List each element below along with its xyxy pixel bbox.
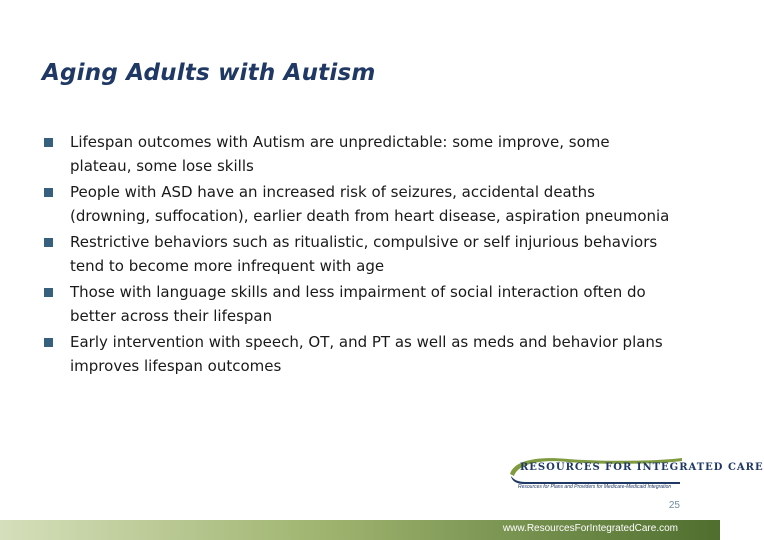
logo-tagline: Resources for Plans and Providers for Medicare-Medicaid Integration xyxy=(518,484,672,490)
bullet-item xyxy=(44,330,674,378)
bullet-list xyxy=(44,130,674,380)
bullet-text: Early intervention with speech, OT, and PT as well as meds and behavior plans improves lifespan outcomes xyxy=(70,333,663,375)
bullet-item xyxy=(44,230,674,278)
bullet-text: Lifespan outcomes with Autism are unpredictable: some improve, some plateau, some lose skills xyxy=(70,133,610,175)
resources-for-integrated-care-logo xyxy=(508,456,764,494)
bullet-item xyxy=(44,130,674,178)
bullet-text: Restrictive behaviors such as ritualistic, compulsive or self injurious behaviors tend to become more infrequent with age xyxy=(70,233,658,275)
bullet-item xyxy=(44,280,674,328)
square-bullet-icon xyxy=(44,188,53,197)
footer-bar xyxy=(0,520,720,540)
square-bullet-icon xyxy=(44,138,53,147)
page-number: 25 xyxy=(668,500,680,511)
footer-url: www.ResourcesForIntegratedCare.com xyxy=(502,523,678,534)
logo-title: RESOURCES FOR INTEGRATED CARE xyxy=(520,462,764,473)
square-bullet-icon xyxy=(44,338,53,347)
square-bullet-icon xyxy=(44,288,53,297)
bullet-text: Those with language skills and less impairment of social interaction often do better across their lifespan xyxy=(70,283,646,325)
slide-title: Aging Adults with Autism xyxy=(42,60,376,86)
bullet-text: People with ASD have an increased risk of seizures, accidental deaths (drowning, suffocation), earlier death from heart disease, aspiration pneumonia xyxy=(70,183,670,225)
square-bullet-icon xyxy=(44,238,53,247)
bullet-item xyxy=(44,180,674,228)
